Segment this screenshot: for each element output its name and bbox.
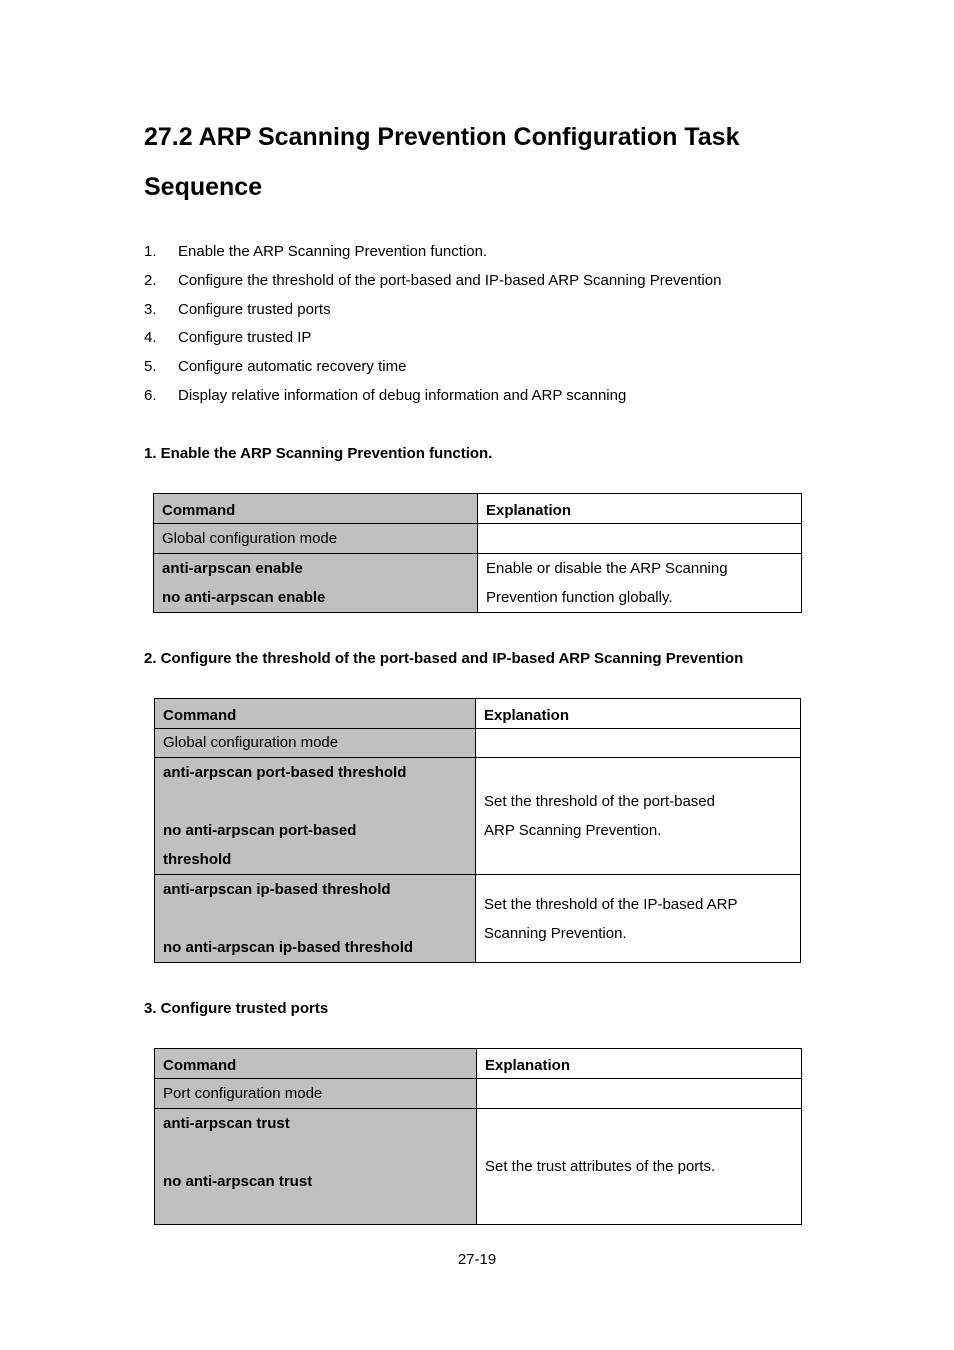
list-item [144, 382, 721, 411]
task-list [144, 238, 721, 411]
table-row [155, 1109, 802, 1225]
command-cell [154, 554, 478, 613]
table-header-row [154, 494, 802, 524]
config-mode-cell: Port configuration mode [155, 1079, 477, 1109]
list-item [144, 324, 721, 353]
list-item-number: 4. [144, 329, 157, 347]
table-row [155, 758, 801, 875]
page-title: 27.2 ARP Scanning Prevention Configuration Task Sequence [144, 123, 740, 201]
list-item [144, 296, 721, 325]
section-heading: 1. Enable the ARP Scanning Prevention function. [144, 445, 493, 462]
explanation-cell [476, 758, 801, 875]
list-item-text: Configure automatic recovery time [178, 358, 407, 376]
explanation-text: Set the threshold of the IP-based ARP [484, 895, 738, 913]
list-item-number: 5. [144, 358, 157, 376]
table-header-row [155, 699, 801, 729]
list-item-text: Configure the threshold of the port-based and IP-based ARP Scanning Prevention [178, 271, 722, 289]
section-heading: 2. Configure the threshold of the port-based and IP-based ARP Scanning Prevention [144, 650, 744, 667]
spacer [163, 904, 467, 933]
table-header-command: Command [155, 699, 476, 729]
list-item-number: 6. [144, 386, 157, 404]
list-item-number: 3. [144, 300, 157, 318]
explanation-text: Prevention function globally. [486, 589, 673, 606]
explanation-text: Set the trust attributes of the ports. [485, 1158, 716, 1175]
explanation-cell [477, 1109, 802, 1225]
table-header-command: Command [154, 494, 478, 524]
table-header-row [155, 1049, 802, 1079]
command-cell [155, 1109, 477, 1225]
list-item [144, 238, 721, 267]
command-text: anti-arpscan enable [162, 560, 303, 577]
explanation-cell [478, 554, 802, 613]
list-item-text: Configure trusted ports [178, 300, 331, 318]
page-number: 27-19 [457, 1251, 497, 1268]
list-item-text: Configure trusted IP [178, 329, 312, 347]
table-row [155, 875, 801, 963]
command-cell [155, 758, 476, 875]
table-row [155, 1079, 802, 1109]
list-item [144, 353, 721, 382]
config-mode-cell: Global configuration mode [154, 524, 478, 554]
command-text: no anti-arpscan enable [162, 589, 326, 606]
table-row [154, 554, 802, 613]
table-header-explanation: Explanation [478, 494, 802, 524]
command-cell [155, 875, 476, 963]
command-text: no anti-arpscan trust [163, 1173, 313, 1190]
table-row [155, 729, 801, 758]
section-heading: 3. Configure trusted ports [144, 1000, 329, 1017]
empty-cell [476, 729, 801, 758]
explanation-text: ARP Scanning Prevention. [484, 822, 662, 839]
command-table [154, 698, 801, 963]
command-text: no anti-arpscan port-based [163, 822, 357, 839]
command-text: no anti-arpscan ip-based threshold [163, 939, 414, 956]
table-header-explanation: Explanation [477, 1049, 802, 1079]
spacer [163, 1138, 468, 1167]
command-table [154, 1048, 802, 1225]
command-table [153, 493, 802, 613]
list-item-number: 2. [144, 271, 157, 289]
command-text: anti-arpscan port-based threshold [163, 764, 407, 781]
explanation-cell [476, 875, 801, 963]
list-item-text: Enable the ARP Scanning Prevention function. [178, 243, 488, 260]
list-item-text: Display relative information of debug information and ARP scanning [178, 386, 627, 404]
config-mode-cell: Global configuration mode [155, 729, 476, 758]
spacer [163, 787, 467, 816]
command-text: anti-arpscan trust [163, 1115, 290, 1132]
list-item [144, 267, 721, 296]
list-item-number: 1. [144, 243, 157, 260]
table-row [154, 524, 802, 554]
explanation-text: Enable or disable the ARP Scanning [486, 560, 728, 577]
explanation-text: Scanning Prevention. [484, 924, 627, 942]
command-text: anti-arpscan ip-based threshold [163, 881, 391, 898]
command-text: threshold [163, 851, 232, 868]
empty-cell [478, 524, 802, 554]
table-header-explanation: Explanation [476, 699, 801, 729]
table-header-command: Command [155, 1049, 477, 1079]
empty-cell [477, 1079, 802, 1109]
explanation-text: Set the threshold of the port-based [484, 793, 715, 810]
